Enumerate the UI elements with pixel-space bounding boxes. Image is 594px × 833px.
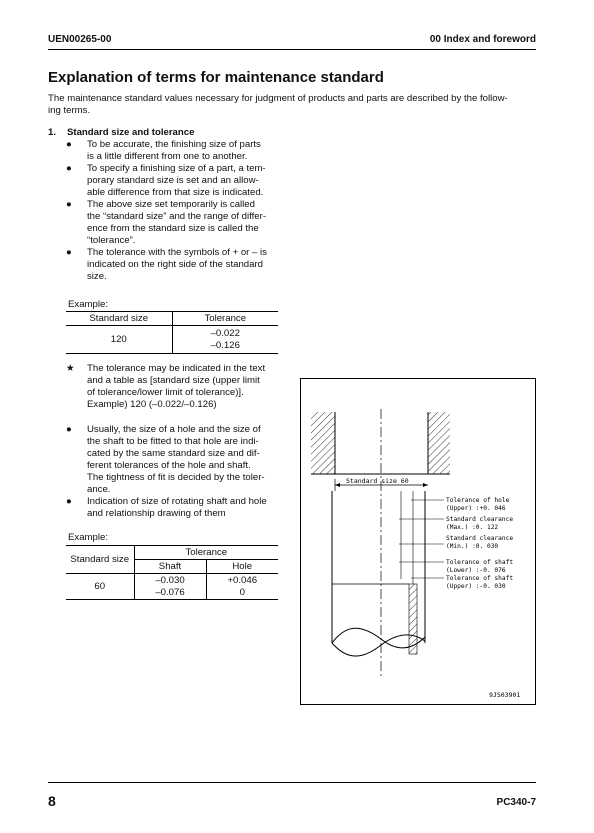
bullet-list <box>66 424 284 520</box>
figure-label-line: Tolerance of shaft <box>446 559 514 566</box>
bullet-icon: ● <box>66 139 72 150</box>
intro-line: ing terms. <box>48 105 91 116</box>
section-heading <box>48 127 194 138</box>
header-rule <box>48 49 536 50</box>
header-tolerance: Tolerance <box>134 546 278 560</box>
example-table-1 <box>66 311 278 354</box>
header-standard-size: Standard size <box>66 546 134 574</box>
bullet-line: the “standard size” and the range of differ- <box>87 211 267 222</box>
bullet-line: able difference from that size is indicated. <box>87 187 264 198</box>
bullet-icon: ● <box>66 496 72 507</box>
bullet-line: Usually, the size of a hole and the size of <box>87 424 261 435</box>
model-name: PC340-7 <box>496 797 536 808</box>
list-item <box>66 163 284 199</box>
bullet-line: The above size set temporarily is called <box>87 199 255 210</box>
bullet-line: the shaft to be fitted to that hole are indi- <box>87 436 259 447</box>
dimension-label: Standard size 60 <box>346 477 409 485</box>
hole-upper: +0.046 <box>227 574 258 586</box>
bullet-line: porary standard size is set and an allow- <box>87 175 259 186</box>
example-table-2 <box>66 545 278 600</box>
example-label: Example: <box>68 532 108 543</box>
tolerance-lower: –0.126 <box>210 339 240 351</box>
figure-id: 9JS03901 <box>489 691 521 699</box>
hole-tolerance <box>206 574 278 600</box>
page-number: 8 <box>48 793 56 809</box>
section-title-text: Standard size and tolerance <box>67 127 195 138</box>
standard-size-value: 60 <box>66 574 134 600</box>
page-title: Explanation of terms for maintenance standard <box>48 69 384 86</box>
figure-label-line: Tolerance of hole <box>446 497 510 504</box>
header-shaft: Shaft <box>134 560 206 574</box>
shaft-upper: –0.030 <box>155 574 185 586</box>
hole-wall-right <box>428 412 450 474</box>
hole-wall-left <box>311 412 335 474</box>
bullet-line: To be accurate, the finishing size of parts <box>87 139 261 150</box>
bullet-line: To specify a finishing size of a part, a tem- <box>87 163 266 174</box>
intro-text <box>48 93 536 117</box>
bullet-line: Indication of size of rotating shaft and hole <box>87 496 267 507</box>
bullet-line: ence from the standard size is called the <box>87 223 259 234</box>
bullet-list <box>66 139 284 283</box>
figure-label-line: Tolerance of shaft <box>446 575 514 582</box>
note-line: and a table as [standard size (upper limit <box>87 375 260 386</box>
fit-diagram <box>301 379 535 704</box>
standard-size-value: 120 <box>66 326 172 354</box>
intro-line: The maintenance standard values necessary for judgment of products and parts are described by the follow- <box>48 93 508 104</box>
list-item <box>66 139 284 163</box>
bullet-line: indicated on the right side of the standard <box>87 259 264 270</box>
figure-label-line: (Upper) :+0. 046 <box>446 505 506 512</box>
section-number: 1. <box>48 127 57 138</box>
tolerance-upper: –0.022 <box>210 327 240 339</box>
bullet-line: size. <box>87 271 107 282</box>
header-standard-size: Standard size <box>66 312 172 326</box>
tolerance-value <box>172 326 278 354</box>
bullet-icon: ● <box>66 199 72 210</box>
example-label: Example: <box>68 299 108 310</box>
note <box>66 363 284 411</box>
list-item <box>66 424 284 496</box>
bullet-line: “tolerance”. <box>87 235 136 246</box>
hole-lower: 0 <box>239 586 245 598</box>
bullet-line: ance. <box>87 484 111 495</box>
bullet-icon: ● <box>66 163 72 174</box>
figure-label-line: (Max.) :0. 122 <box>446 524 499 531</box>
bullet-line: The tolerance with the symbols of + or – is <box>87 247 267 258</box>
list-item <box>66 247 284 283</box>
shaft-hole-figure <box>300 378 536 705</box>
figure-label-line: Standard clearance <box>446 516 514 523</box>
list-item <box>66 496 284 520</box>
bullet-line: and relationship drawing of them <box>87 508 226 519</box>
shaft-section <box>409 584 417 654</box>
list-item <box>66 199 284 247</box>
note-line: Example) 120 (–0.022/–0.126) <box>87 399 217 410</box>
shaft-lower: –0.076 <box>155 586 185 598</box>
document-code: UEN00265-00 <box>48 34 112 45</box>
note-line: The tolerance may be indicated in the text <box>87 363 266 374</box>
footer-rule <box>48 782 536 783</box>
bullet-icon: ● <box>66 247 72 258</box>
header-hole: Hole <box>206 560 278 574</box>
shaft-tolerance <box>134 574 206 600</box>
star-icon: ★ <box>66 363 75 374</box>
header-tolerance: Tolerance <box>204 312 247 324</box>
figure-label-line: (Upper) :-0. 030 <box>446 583 506 590</box>
bullet-line: cated by the same standard size and dif- <box>87 448 260 459</box>
bullet-line: The tightness of fit is decided by the toler- <box>87 472 265 483</box>
figure-label-line: (Lower) :-0. 076 <box>446 567 506 574</box>
bullet-icon: ● <box>66 424 72 435</box>
bullet-line: ferent tolerances of the hole and shaft. <box>87 460 251 471</box>
figure-label-line: (Min.) :0. 030 <box>446 543 499 550</box>
note-line: of tolerance/lower limit of tolerance)]. <box>87 387 244 398</box>
list-item <box>66 363 284 411</box>
bullet-line: is a little different from one to another. <box>87 151 248 162</box>
section-title: 00 Index and foreword <box>429 34 536 45</box>
figure-label-line: Standard clearance <box>446 535 514 542</box>
